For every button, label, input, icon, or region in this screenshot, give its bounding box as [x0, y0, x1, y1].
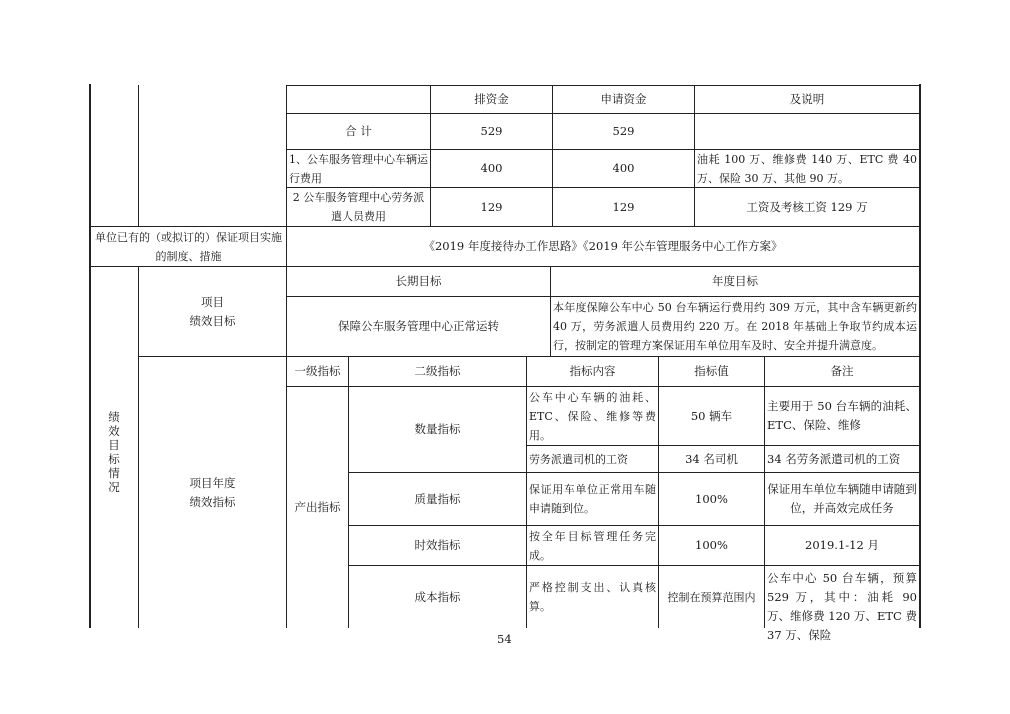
- system-label: 单位已有的（或拟订的）保证项目实施的制度、措施: [95, 230, 282, 263]
- indicator-value: 100%: [695, 491, 728, 506]
- col-line: [138, 85, 139, 226]
- budget-arranged-vehicle: 400: [480, 161, 503, 175]
- budget-note-total: [695, 114, 919, 149]
- level2-quality: 质量指标: [414, 491, 461, 506]
- level2-quantity: 数量指标: [414, 422, 461, 436]
- indicator-content: 按全年目标管理任务完成。: [529, 529, 656, 562]
- annual-indicator-label: 项目年度 绩效指标: [189, 475, 236, 509]
- header-explanation: 及说明: [789, 92, 825, 106]
- annual-goal: 本年度保障公车中心 50 台车辆运行费用约 309 万元，其中含车辆更新约 40 万，劳务派遣人员费用约 220 万。在 2018 年基础上争取节约成本运行，按制定的管理方案保证用车单位用车及时、安全并提升满意度。: [553, 301, 917, 352]
- long-term-header: 长期目标: [395, 274, 442, 288]
- level2-timeliness: 时效指标: [414, 538, 461, 552]
- level1-output: 产出指标: [294, 500, 341, 514]
- header-value: 指标值: [694, 364, 729, 378]
- header-arranged-funds: 排资金: [474, 92, 509, 106]
- indicator-content: 公车中心车辆的油耗、ETC、保险、维修等费用。: [529, 390, 656, 442]
- long-term-goal: 保障公车服务管理中心正常运转: [338, 319, 499, 333]
- indicator-note: 2019.1-12 月: [805, 538, 879, 552]
- budget-note-vehicle: 油耗 100 万、维修费 140 万、ETC 费 40 万、保险 30 万、其他 90 万。: [697, 152, 917, 185]
- indicator-value: 34 名司机: [685, 451, 738, 466]
- table-border-left: [89, 84, 91, 628]
- indicator-note: 保证用车单位车辆随申请随到位，并高效完成任务: [767, 482, 917, 515]
- indicator-note: 34 名劳务派遣司机的工资: [767, 451, 901, 466]
- header-level2: 二级指标: [414, 364, 461, 378]
- header-note: 备注: [830, 364, 854, 378]
- indicator-value: 100%: [695, 538, 728, 552]
- header-content: 指标内容: [569, 364, 616, 378]
- indicator-value: 控制在预算范围内: [667, 590, 756, 604]
- header-applied-funds: 申请资金: [600, 92, 647, 106]
- annual-header: 年度目标: [712, 274, 758, 288]
- budget-applied-dispatch: 129: [612, 199, 635, 214]
- header-level1: 一级指标: [294, 364, 341, 378]
- performance-section-label: 绩效目标情况: [108, 410, 120, 494]
- budget-item-vehicle: 1、公车服务管理中心车辆运行费用: [289, 152, 428, 185]
- budget-arranged-dispatch: 129: [480, 199, 503, 214]
- budget-applied-total: 529: [612, 124, 635, 138]
- project-goal-label: 项目 绩效目标: [189, 294, 236, 328]
- indicator-content: 严格控制支出、认真核算。: [529, 581, 656, 613]
- indicator-note: 主要用于 50 台车辆的油耗、ETC、保险、维修: [767, 399, 917, 432]
- budget-item-total: 合 计: [345, 124, 372, 138]
- page-number: 54: [497, 632, 512, 646]
- indicator-content: 保证用车单位正常用车随申请随到位。: [529, 483, 656, 515]
- indicator-value: 50 辆车: [690, 408, 733, 423]
- indicator-content: 劳务派遣司机的工资: [529, 452, 628, 466]
- budget-item-dispatch: 2 公车服务管理中心劳务派遣人员费用: [292, 191, 425, 223]
- indicator-note: 公车中心 50 台车辆，预算 529 万，其中：油耗 90 万、维修费 120 万、ETC 费 37 万、保险: [767, 571, 917, 642]
- budget-arranged-total: 529: [480, 124, 503, 138]
- budget-applied-vehicle: 400: [612, 161, 635, 175]
- system-content: 《2019 年度接待办工作思路》《2019 年公车管理服务中心工作方案》: [423, 239, 783, 253]
- budget-note-dispatch: 工资及考核工资 129 万: [746, 199, 868, 214]
- level2-cost: 成本指标: [414, 589, 461, 604]
